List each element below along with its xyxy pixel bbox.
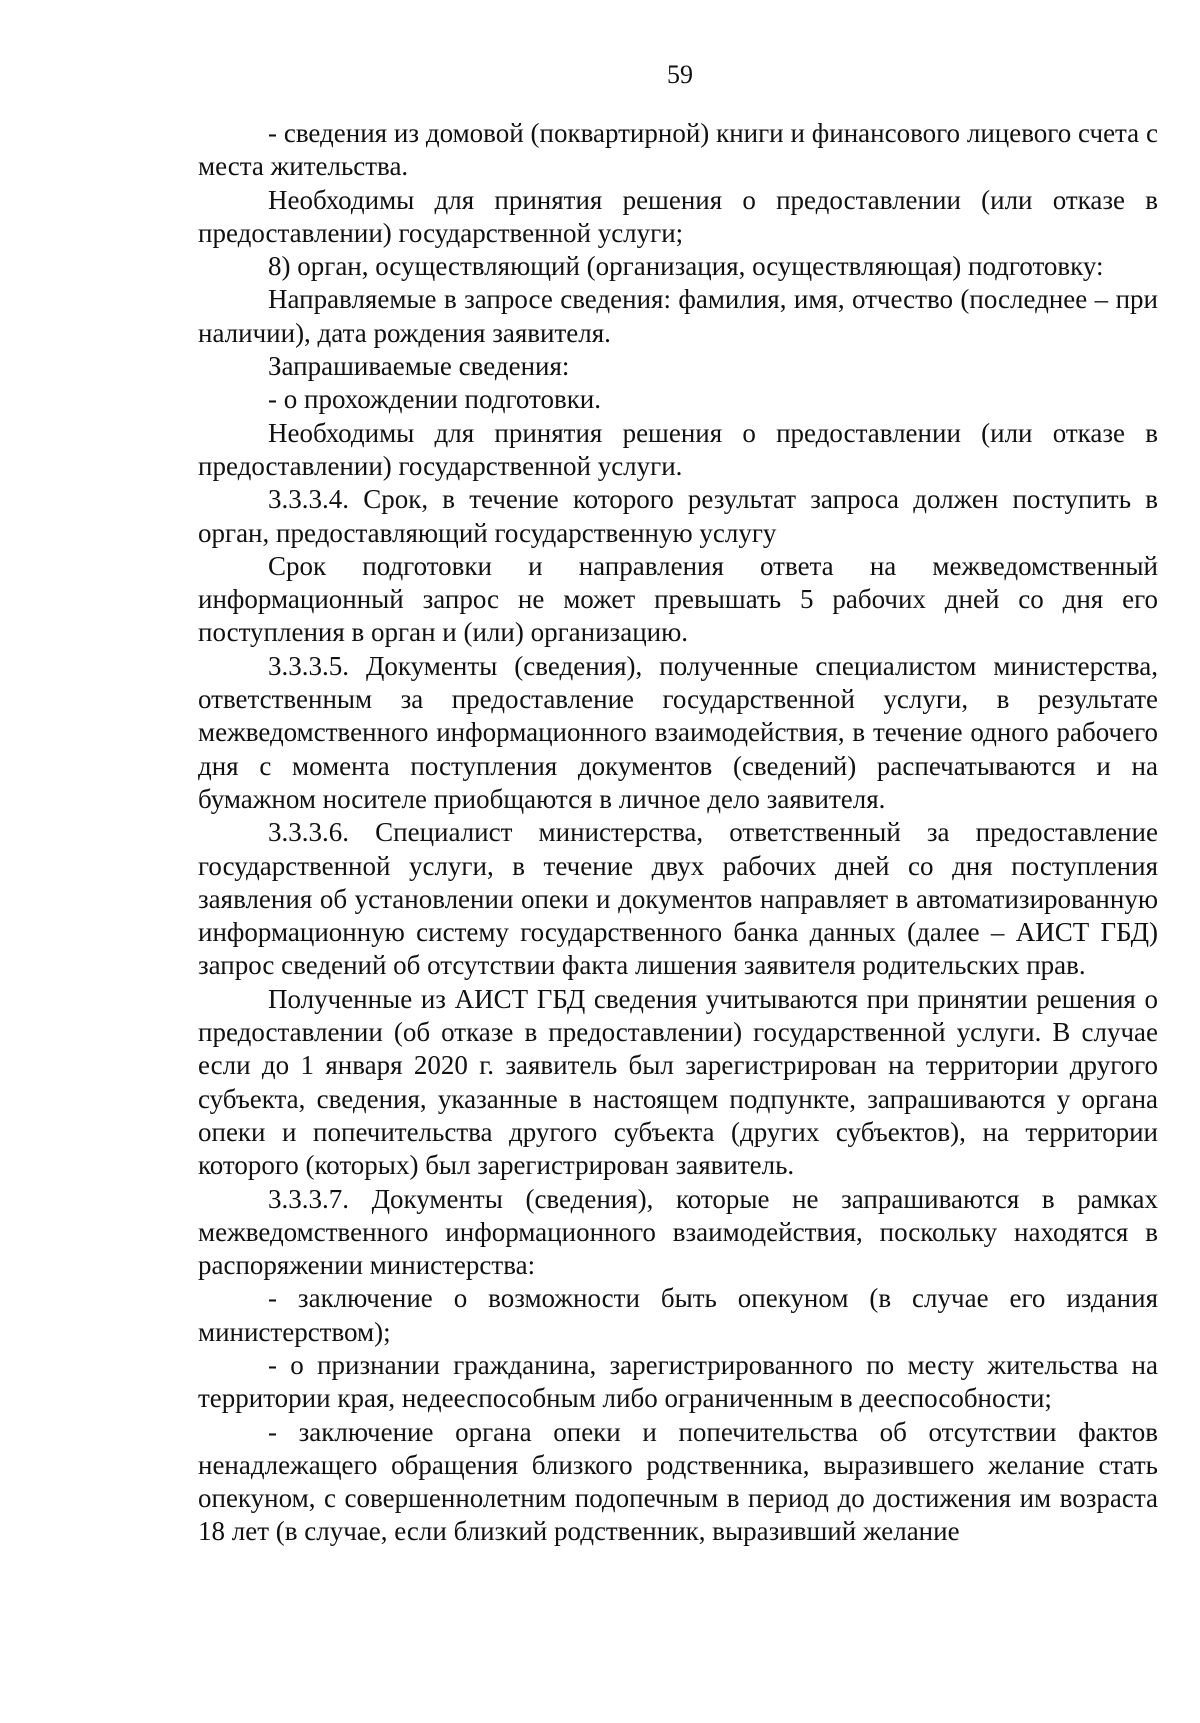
paragraph-12: Полученные из АИСТ ГБД сведения учитываются при принятии решения о предоставлении (об отказе в предоставлении) государственной услуги. В случае если до 1 января 2020 г. заявитель был зарегистрирован на территории другого субъекта, сведения, указанные в настоящем подпункте, запрашиваются у органа опеки и попечительства другого субъекта (других субъектов), на территории которого (которых) был зарегистрирован заявитель. xyxy=(198,983,1158,1181)
paragraph-4: Направляемые в запросе сведения: фамилия, имя, отчество (последнее – при наличии), дата рождения заявителя. xyxy=(198,284,1158,348)
paragraph-6: - о прохождении подготовки. xyxy=(268,384,602,415)
paragraph-3: 8) орган, осуществляющий (организация, осуществляющая) подготовку: xyxy=(268,251,1104,282)
document-body xyxy=(198,117,1158,1549)
paragraph-1: - сведения из домовой (поквартирной) книги и финансового лицевого счета с места жительства. xyxy=(198,118,1158,182)
page-number: 59 xyxy=(667,60,693,89)
paragraph-13: 3.3.3.7. Документы (сведения), которые не запрашиваются в рамках межведомственного информационного взаимодействия, поскольку находятся в распоряжении министерства: xyxy=(198,1183,1158,1281)
paragraph-15: - о признании гражданина, зарегистрированного по месту жительства на территории края, недееспособным либо ограниченным в дееспособности; xyxy=(198,1349,1158,1414)
paragraph-10: 3.3.3.5. Документы (сведения), полученные специалистом министерства, ответственным за предоставление государственной услуги, в результате межведомственного информационного взаимодействия, в течение одного рабочего дня с момента поступления документов (сведений) распечатываются и на бумажном носителе приобщаются в личное дело заявителя. xyxy=(198,650,1158,814)
paragraph-11: 3.3.3.6. Специалист министерства, ответственный за предоставление государственной услуги, в течение двух рабочих дней со дня поступления заявления об установлении опеки и документов направляет в автоматизированную информационную систему государственного банка данных (далее – АИСТ ГБД) запрос сведений об отсутствии факта лишения заявителя родительских прав. xyxy=(198,817,1158,981)
paragraph-16: - заключение органа опеки и попечительства об отсутствии фактов ненадлежащего обращения близкого родственника, выразившего желание стать опекуном, с совершеннолетним подопечным в период до достижения им возраста 18 лет (в случае, если близкий родственник, выразивший желание xyxy=(198,1416,1158,1547)
paragraph-5: Запрашиваемые сведения: xyxy=(268,351,570,382)
paragraph-14: - заключение о возможности быть опекуном (в случае его издания министерством); xyxy=(198,1283,1158,1347)
paragraph-2: Необходимы для принятия решения о предоставлении (или отказе в предоставлении) государственной услуги; xyxy=(198,184,1158,248)
paragraph-7: Необходимы для принятия решения о предоставлении (или отказе в предоставлении) государственной услуги. xyxy=(198,417,1158,481)
paragraph-8: 3.3.3.4. Срок, в течение которого результат запроса должен поступить в орган, предоставляющий государственную услугу xyxy=(198,484,1158,548)
paragraph-9: Срок подготовки и направления ответа на межведомственный информационный запрос не может превышать 5 рабочих дней со дня его поступления в орган и (или) организацию. xyxy=(198,550,1158,648)
